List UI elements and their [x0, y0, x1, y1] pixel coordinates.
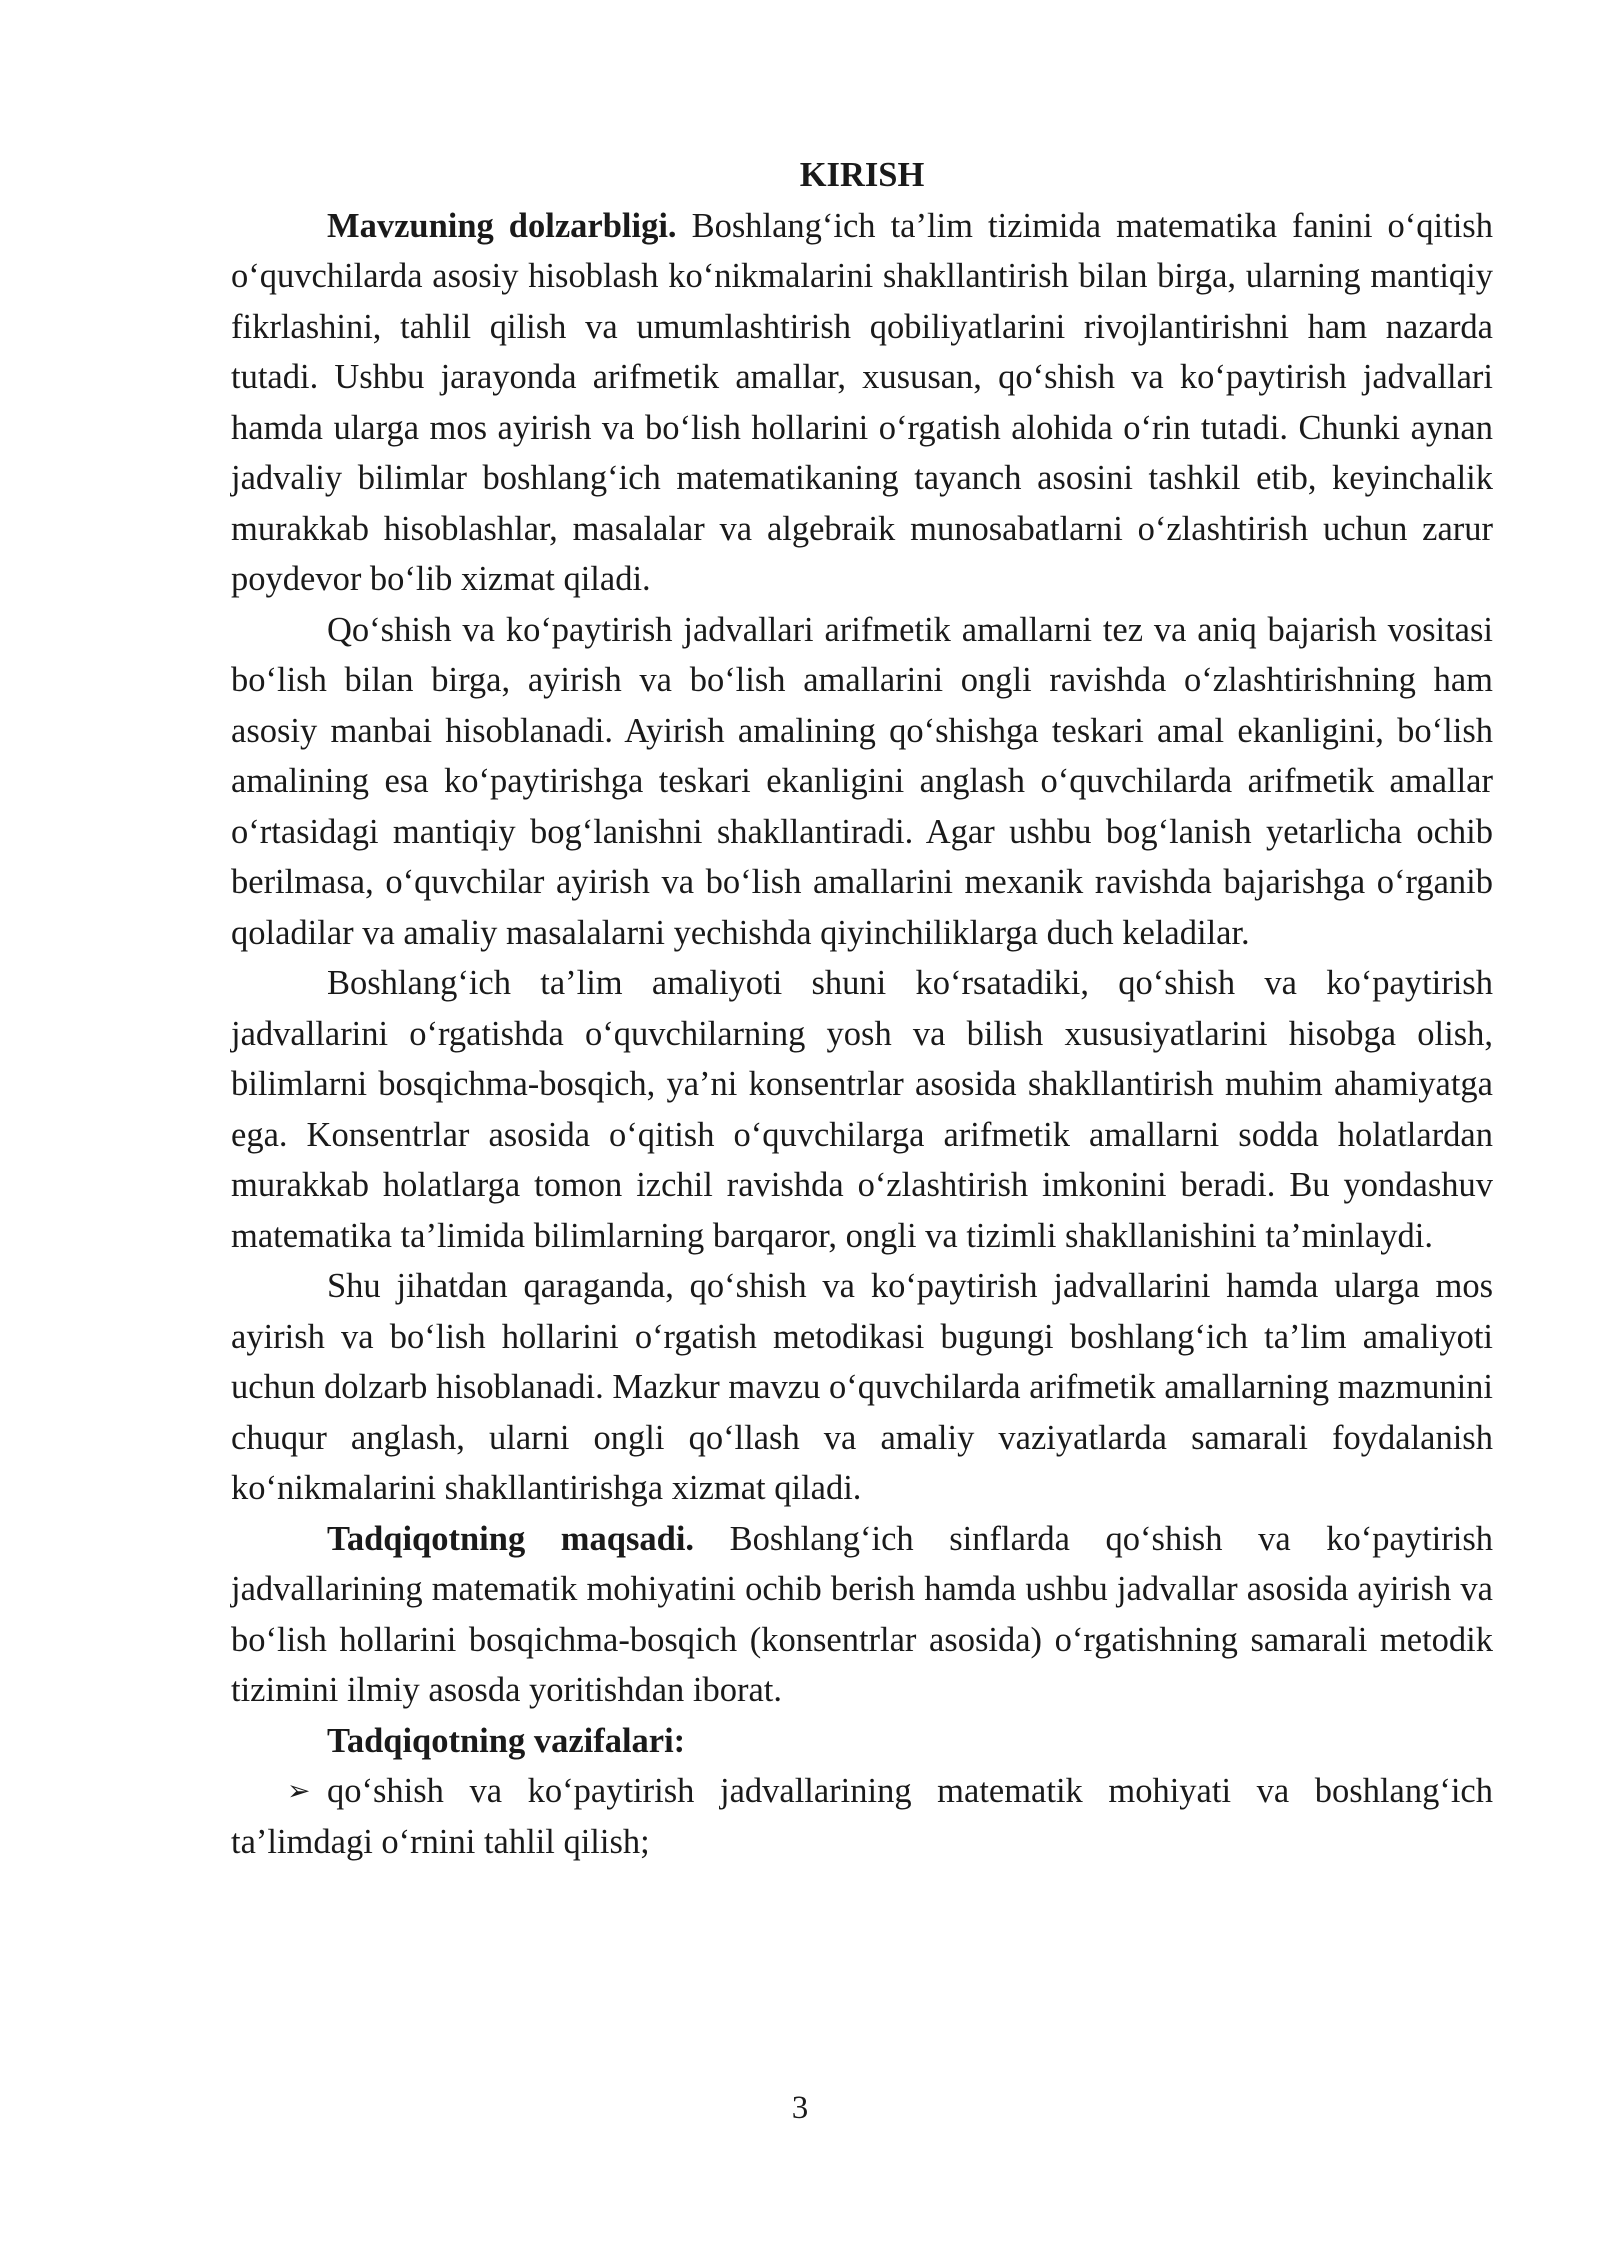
paragraph-text: Shu jihatdan qaraganda, qo‘shish va ko‘paytirish jadvallarini hamda ularga mos ayirish va bo‘lish hollarini o‘rgatish metodikasi bugungi boshlang‘ich ta’lim amaliyoti uchun dolzarb hisoblanadi. Mazkur mavzu o‘quvchilarda arifmetik amallarning mazmunini chuqur anglash, ularni ongli qo‘llash va amaliy vaziyatlarda samarali foydalanish ko‘nikmalarini shakllantirishga xizmat qiladi.: [231, 1267, 1493, 1507]
tasks-list: [231, 1766, 1493, 1867]
paragraph-text: Boshlang‘ich sinflarda qo‘shish va ko‘paytirish jadvallarining matematik mohiyatini ochib berish hamda ushbu jadvallar asosida ayirish va bo‘lish hollarini bosqichma-bosqich (konsentrlar asosida) o‘rgatishning samarali metodik tizimini ilmiy asosda yoritishdan iborat.: [231, 1519, 1493, 1709]
paragraph-relevance: [231, 201, 1493, 605]
paragraph-research-goal: [231, 1514, 1493, 1716]
paragraph-text: Qo‘shish va ko‘paytirish jadvallari arifmetik amallarni tez va aniq bajarish vositasi bo‘lish bilan birga, ayirish va bo‘lish amallarini ongli ravishda o‘zlashtirishning ham asosiy manbai hisoblanadi. Ayirish amalining qo‘shishga teskari amal ekanligini, bo‘lish amalining esa ko‘paytirishga teskari ekanligini anglash o‘quvchilarda arifmetik amallar o‘rtasidagi mantiqiy bog‘lanishni shakllantiradi. Agar ushbu bog‘lanish yetarlicha ochib berilmasa, o‘quvchilar ayirish va bo‘lish amallarini mexanik ravishda bajarishga o‘rganib qoladilar va amaliy masalalarni yechishda qiyinchiliklarga duch keladilar.: [231, 610, 1493, 952]
arrowhead-bullet-icon: ➢: [287, 1774, 311, 1807]
list-item: [231, 1766, 1493, 1867]
paragraph-text: Boshlang‘ich ta’lim amaliyoti shuni ko‘rsatadiki, qo‘shish va ko‘paytirish jadvallarini o‘rgatishda o‘quvchilarning yosh va bilish xususiyatlarini hisobga olish, bilimlarni bosqichma-bosqich, ya’ni konsentrlar asosida shakllantirish muhim ahamiyatga ega. Konsentrlar asosida o‘qitish o‘quvchilarga arifmetik amallarni sodda holatlardan murakkab holatlarga tomon izchil ravishda o‘zlashtirish imkonini beradi. Bu yondashuv matematika ta’limida bilimlarning barqaror, ongli va tizimli shakllanishini ta’minlaydi.: [231, 964, 1493, 1255]
tasks-heading: Tadqiqotning vazifalari:: [327, 1721, 686, 1760]
document-title: KIRISH: [799, 156, 925, 194]
paragraph-tables-purpose: [231, 605, 1493, 959]
document-page: [231, 150, 1493, 1867]
paragraph-lead: Mavzuning dolzarbligi.: [327, 206, 677, 245]
paragraph-practice: [231, 958, 1493, 1261]
list-item-text: qo‘shish va ko‘paytirish jadvallarining matematik mohiyati va boshlang‘ich ta’limdagi o‘rnini tahlil qilish;: [231, 1772, 1493, 1861]
paragraph-methodology: [231, 1261, 1493, 1514]
page-number: 3: [791, 2090, 809, 2126]
paragraph-text: Boshlang‘ich ta’lim tizimida matematika fanini o‘qitish o‘quvchilarda asosiy hisoblash ko‘nikmalarini shakllantirish bilan birga, ularning mantiqiy fikrlashini, tahlil qilish va umumlashtirish qobiliyatlarini rivojlantirishni ham nazarda tutadi. Ushbu jarayonda arifmetik amallar, xususan, qo‘shish va ko‘paytirish jadvallari hamda ularga mos ayirish va bo‘lish hollarini o‘rgatish alohida o‘rin tutadi. Chunki aynan jadvaliy bilimlar boshlang‘ich matematikaning tayanch asosini tashkil etib, keyinchalik murakkab hisoblashlar, masalalar va algebraik munosabatlarni o‘zlashtirish uchun zarur poydevor bo‘lib xizmat qiladi.: [231, 206, 1493, 598]
paragraph-lead: Tadqiqotning maqsadi.: [327, 1519, 695, 1558]
